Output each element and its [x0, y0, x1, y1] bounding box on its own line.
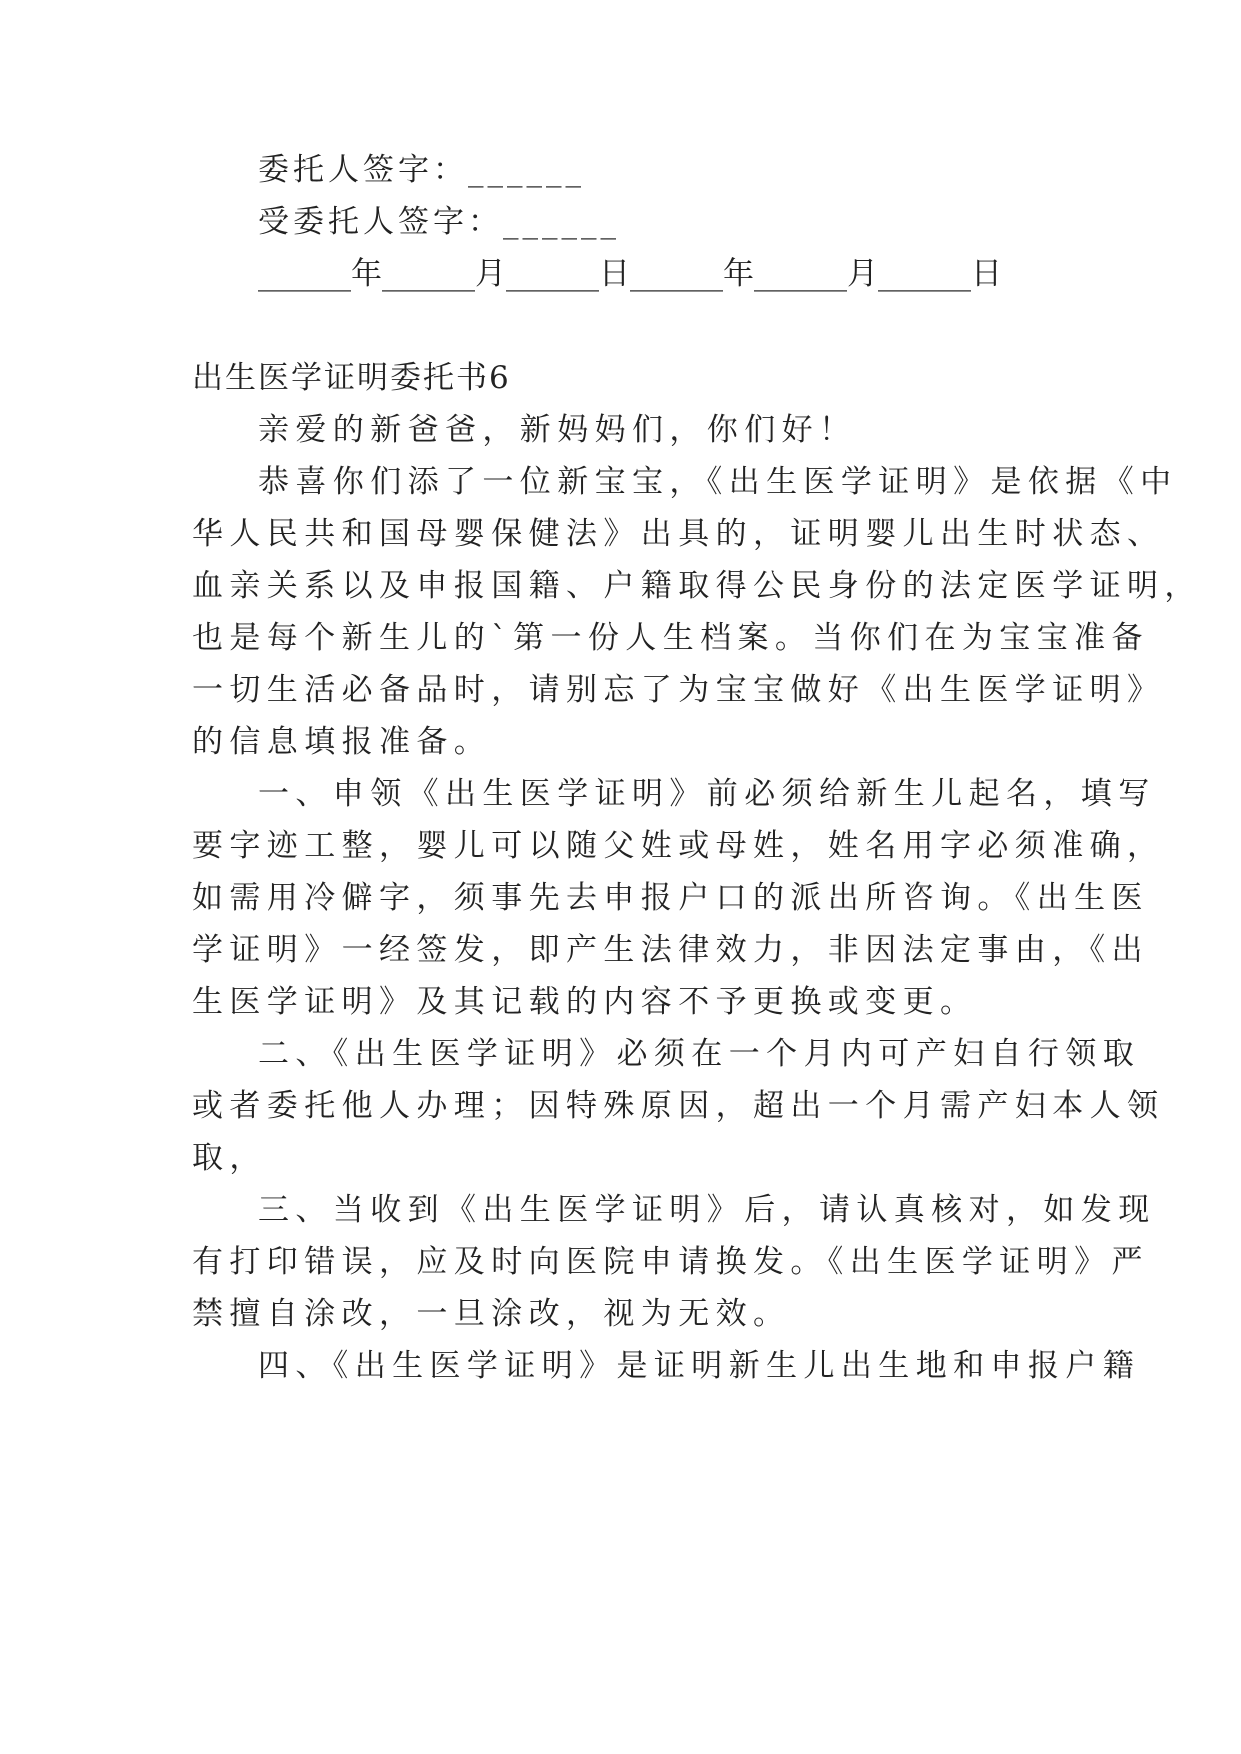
paragraph-line: 二、《出生医学证明》必须在一个月内可产妇自行领取	[258, 1036, 1141, 1072]
agent-signature-line: 受委托人签字：______	[258, 204, 620, 240]
paragraph-line: 一切生活必备品时，请别忘了为宝宝做好《出生医学证明》	[192, 672, 1165, 708]
paragraph-line: 生医学证明》及其记载的内容不予更换或变更。	[192, 984, 978, 1020]
section-heading: 出生医学证明委托书6	[192, 360, 511, 396]
paragraph-line: 华人民共和国母婴保健法》出具的，证明婴儿出生时状态、	[192, 516, 1165, 552]
greeting-line: 亲爱的新爸爸，新妈妈们，你们好！	[258, 412, 857, 448]
paragraph-line: 有打印错误，应及时向医院申请换发。《出生医学证明》严	[192, 1244, 1149, 1280]
paragraph-line: 一、申领《出生医学证明》前必须给新生儿起名，填写	[258, 776, 1156, 812]
date-line: ______年______月______日______年______月______日	[258, 256, 1002, 292]
paragraph-line: 取，	[192, 1140, 267, 1176]
paragraph-line: 三、当收到《出生医学证明》后，请认真核对，如发现	[258, 1192, 1156, 1228]
paragraph-line: 血亲关系以及申报国籍、户籍取得公民身份的法定医学证明，	[192, 568, 1202, 604]
paragraph-line: 如需用冷僻字，须事先去申报户口的派出所咨询。《出生医	[192, 880, 1149, 916]
paragraph-line: 恭喜你们添了一位新宝宝，《出生医学证明》是依据《中	[258, 464, 1178, 500]
paragraph-line: 或者委托他人办理；因特殊原因，超出一个月需产妇本人领	[192, 1088, 1165, 1124]
paragraph-line: 学证明》一经签发，即产生法律效力，非因法定事由，《出	[192, 932, 1149, 968]
paragraph-line: 禁擅自涂改，一旦涂改，视为无效。	[192, 1296, 791, 1332]
paragraph-line: 要字迹工整，婴儿可以随父姓或母姓，姓名用字必须准确，	[192, 828, 1165, 864]
paragraph-line: 也是每个新生儿的`第一份人生档案。当你们在为宝宝准备	[192, 620, 1149, 656]
paragraph-line: 四、《出生医学证明》是证明新生儿出生地和申报户籍	[258, 1348, 1141, 1384]
principal-signature-line: 委托人签字：______	[258, 152, 585, 188]
paragraph-line: 的信息填报准备。	[192, 724, 492, 760]
